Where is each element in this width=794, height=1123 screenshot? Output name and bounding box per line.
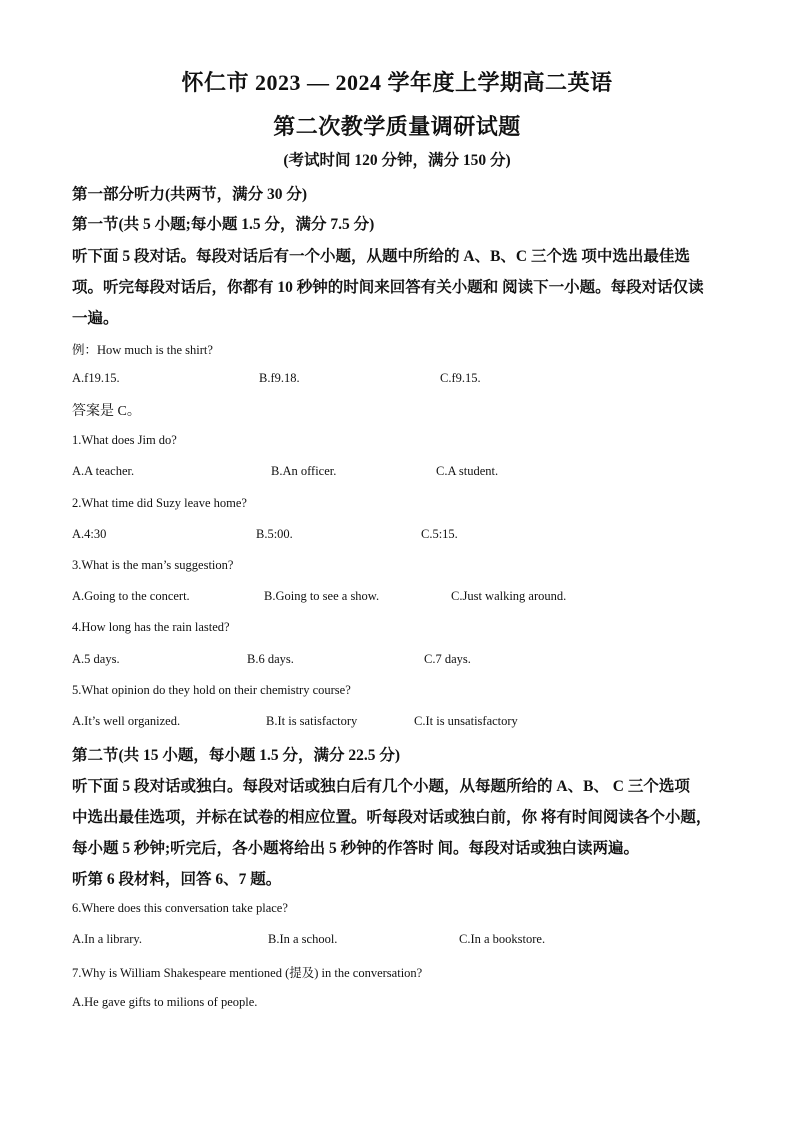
section2-instruction-line: 听下面 5 段对话或独白。每段对话或独白后有几个小题，从每题所给的 A、B、 C 三个选项 bbox=[72, 778, 690, 795]
question-1-option-c: C.A student. bbox=[436, 464, 499, 478]
exam-title-line1: 怀仁市 2023 — 2024 学年度上学期高二英语 bbox=[181, 70, 613, 95]
section1-instruction-line: 一遍。 bbox=[72, 310, 119, 327]
question-4-option-c: C.7 days. bbox=[424, 652, 471, 666]
exam-subtitle: (考试时间 120 分钟，满分 150 分) bbox=[283, 152, 511, 169]
question-5-option-c: C.It is unsatisfactory bbox=[414, 714, 518, 728]
example-option-a: A.f19.15. bbox=[72, 371, 120, 385]
question-2: 2.What time did Suzy leave home? bbox=[72, 496, 247, 510]
section2-instruction-line: 中选出最佳选项，并标在试卷的相应位置。听每段对话或独白前，你 将有时间阅读各个小题， bbox=[72, 809, 712, 826]
question-1-option-b: B.An officer. bbox=[271, 464, 337, 478]
question-4: 4.How long has the rain lasted? bbox=[72, 620, 230, 634]
question-2-option-b: B.5:00. bbox=[256, 527, 293, 541]
section2-instruction-line: 每小题 5 秒钟;听完后，各小题将给出 5 秒钟的作答时 间。每段对话或独白读两遍。 bbox=[72, 840, 640, 857]
section1-instruction-line: 项。听完每段对话后，你都有 10 秒钟的时间来回答有关小题和 阅读下一小题。每段对话仅读 bbox=[72, 279, 704, 296]
question-6-option-b: B.In a school. bbox=[268, 932, 338, 946]
question-5: 5.What opinion do they hold on their chemistry course? bbox=[72, 683, 351, 697]
question-7: 7.Why is William Shakespeare mentioned (提及) in the conversation? bbox=[72, 966, 423, 980]
question-1: 1.What does Jim do? bbox=[72, 433, 177, 447]
exam-title-line2: 第二次教学质量调研试题 bbox=[273, 114, 521, 139]
material6-heading: 听第 6 段材料，回答 6、7 题。 bbox=[72, 871, 282, 888]
example-answer: 答案是 C。 bbox=[72, 404, 141, 419]
question-6-option-a: A.In a library. bbox=[72, 932, 142, 946]
section2-heading: 第二节(共 15 小题，每小题 1.5 分，满分 22.5 分) bbox=[72, 747, 401, 764]
question-5-option-a: A.It’s well organized. bbox=[72, 714, 181, 728]
part1-heading: 第一部分听力(共两节，满分 30 分) bbox=[72, 186, 308, 203]
section1-heading: 第一节(共 5 小题;每小题 1.5 分，满分 7.5 分) bbox=[72, 216, 375, 233]
question-3-option-a: A.Going to the concert. bbox=[72, 589, 190, 603]
question-2-option-a: A.4:30 bbox=[72, 527, 107, 541]
question-6-option-c: C.In a bookstore. bbox=[459, 932, 546, 946]
question-5-option-b: B.It is satisfactory bbox=[266, 714, 358, 728]
question-1-option-a: A.A teacher. bbox=[72, 464, 135, 478]
example-question: 例：How much is the shirt? bbox=[72, 343, 213, 357]
question-3: 3.What is the man’s suggestion? bbox=[72, 558, 234, 572]
example-option-c: C.f9.15. bbox=[440, 371, 481, 385]
example-option-b: B.f9.18. bbox=[259, 371, 300, 385]
question-4-option-a: A.5 days. bbox=[72, 652, 120, 666]
question-3-option-c: C.Just walking around. bbox=[451, 589, 567, 603]
question-7-option-a: A.He gave gifts to milions of people. bbox=[72, 995, 258, 1009]
question-2-option-c: C.5:15. bbox=[421, 527, 458, 541]
section1-instruction-line: 听下面 5 段对话。每段对话后有一个小题，从题中所给的 A、B、C 三个选 项中选出最佳选 bbox=[72, 248, 690, 265]
question-6: 6.Where does this conversation take place? bbox=[72, 901, 288, 915]
question-4-option-b: B.6 days. bbox=[247, 652, 294, 666]
question-3-option-b: B.Going to see a show. bbox=[264, 589, 380, 603]
